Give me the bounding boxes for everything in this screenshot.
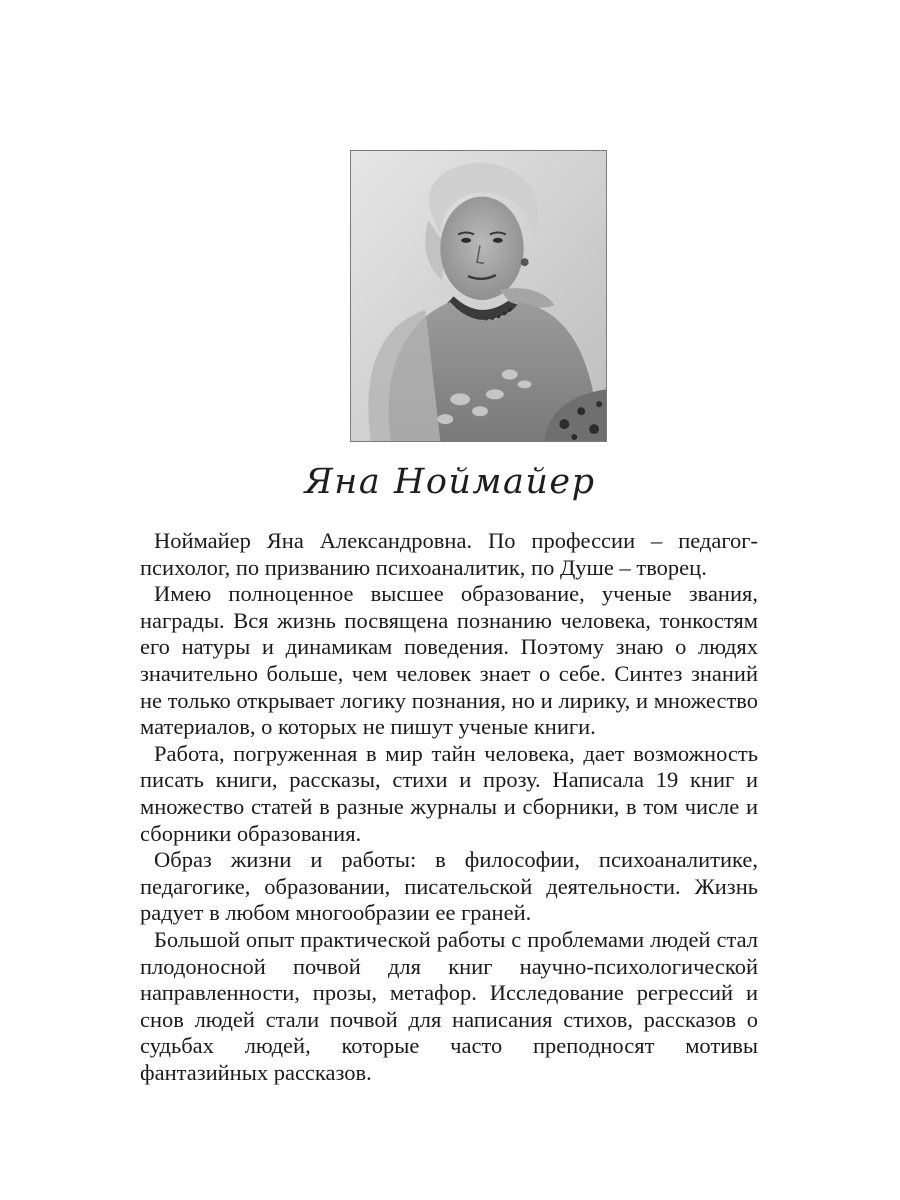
bio-paragraph: Большой опыт практической работы с проблемами людей стал плодоносной почвой для книг научно-психологической направленности, прозы, метафор. Исследование регрессий и снов людей стали почвой для написания стихов, рассказов о судьбах людей, которые часто преподносят мотивы фантазийных рассказов. — [140, 926, 758, 1085]
bio-paragraph: Имею полноценное высшее образование, ученые звания, награды. Вся жизнь посвящена познанию человека, тонкостям его натуры и динамикам поведения. Поэтому знаю о людях значительно больше, чем человек знает о себе. Синтез знаний не только открывает логику познания, но и лирику, и множество материалов, о которых не пишут ученые книги. — [140, 581, 758, 740]
author-name: Яна Ноймайер — [304, 462, 596, 502]
biography-text — [140, 528, 758, 1086]
author-photo — [350, 150, 607, 442]
bio-paragraph: Ноймайер Яна Александровна. По профессии – педагог-психолог, по призванию психоаналитик, по Душе – творец. — [140, 528, 758, 580]
bio-paragraph: Работа, погруженная в мир тайн человека, дает возможность писать книги, рассказы, стихи и прозу. Написала 19 книг и множество статей в разные журналы и сборники, в том числе и сборники образования. — [140, 740, 758, 846]
bio-paragraph: Образ жизни и работы: в философии, психоаналитике, педагогике, образовании, писательской деятельности. Жизнь радует в любом многообразии ее граней. — [140, 847, 758, 926]
